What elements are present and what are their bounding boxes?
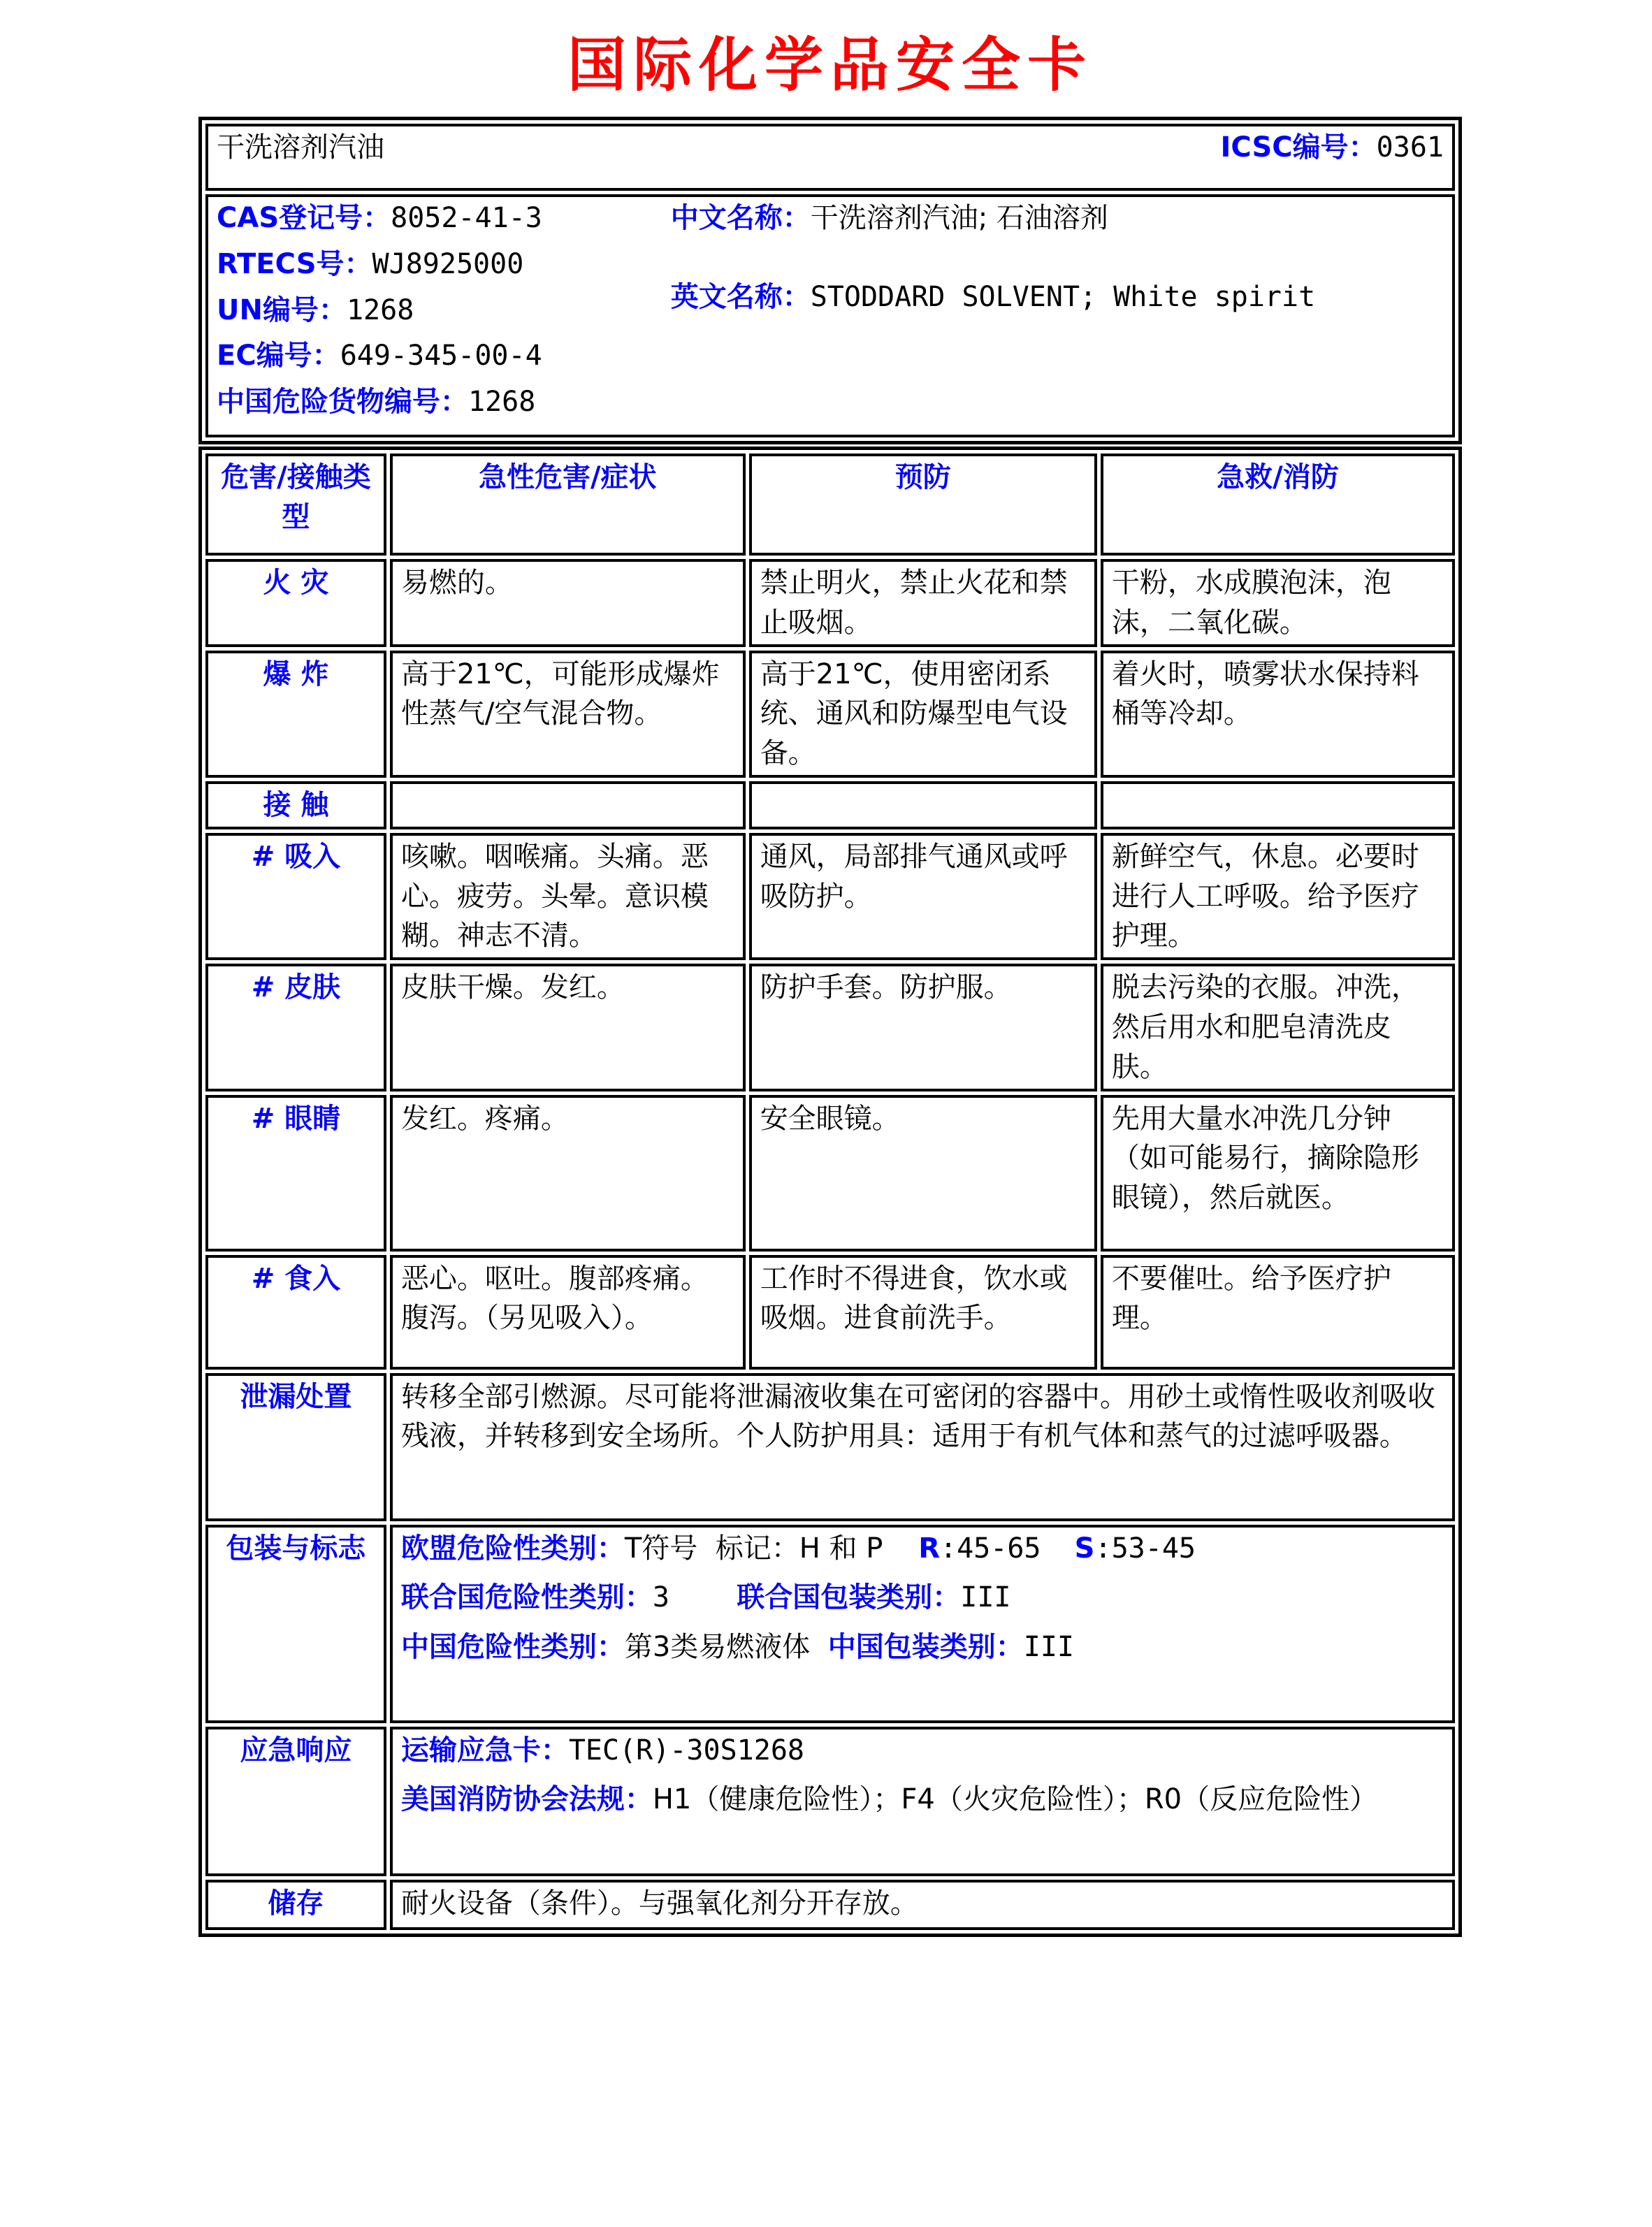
substance-header-row (205, 124, 1455, 191)
row-label-storage: 储存 (205, 1880, 386, 1930)
eyes-cell-0: 发红。疼痛。 (390, 1095, 746, 1252)
col-header-3: 急救/消防 (1101, 454, 1455, 556)
spillage-disposal-line-0: 转移全部引燃源。尽可能将泄漏液收集在可密闭的容器中。用砂土或惰性吸收剂吸收残液，并转移到安全场所。个人防护用具：适用于有机气体和蒸气的过滤呼吸器。 (400, 1380, 1435, 1453)
hazard-header-row (205, 454, 1455, 556)
hazard-row-inhalation (205, 833, 1455, 960)
skin-cell-0: 皮肤干燥。发红。 (390, 964, 746, 1091)
registry-line-4-label: 中国危险货物编号： (217, 386, 468, 419)
registry-line-2-label: UN编号： (217, 293, 347, 326)
explosion-cell-1: 高于21℃，使用密闭系统、通风和防爆型电气设备。 (749, 651, 1097, 778)
fire-cell-2: 干粉，水成膜泡沫，泡沫，二氧化碳。 (1101, 559, 1455, 647)
hazard-row-explosion (205, 651, 1455, 778)
registry-line-1-value: WJ8925000 (372, 247, 524, 280)
fire-cell-0: 易燃的。 (390, 559, 746, 647)
identifiers-cell (205, 194, 1455, 437)
emergency-response-content (390, 1727, 1455, 1876)
col-header-1: 急性危害/症状 (390, 454, 746, 556)
row-label-skin: # 皮肤 (205, 964, 386, 1091)
row-label-exposure: 接 触 (205, 781, 386, 829)
registry-line-4 (217, 382, 671, 422)
eyes-cell-2: 先用大量水冲洗几分钟（如可能易行，摘除隐形眼镜），然后就医。 (1101, 1095, 1455, 1252)
chemical-name-line-1-value: STODDARD SOLVENT; White spirit (810, 280, 1316, 313)
storage-line-0: 耐火设备（条件）。与强氧化剂分开存放。 (400, 1887, 918, 1920)
icsc-number-label: ICSC编号： (1220, 131, 1377, 164)
packaging-labelling-line-0: 欧盟危险性类别：T符号 标记：H 和 P R:45-65 S:53-45 (400, 1532, 1196, 1565)
exposure-cell-1 (749, 781, 1097, 829)
storage-content (390, 1880, 1455, 1930)
registry-line-1-label: RTECS号： (217, 247, 372, 280)
hazard-row-eyes (205, 1095, 1455, 1252)
registry-line-0-label: CAS登记号： (217, 202, 391, 234)
registry-line-2 (217, 291, 671, 331)
registry-line-0 (217, 198, 671, 238)
col-header-2: 预防 (749, 454, 1097, 556)
col-header-0: 危害/接触类型 (205, 454, 386, 556)
registry-line-3-label: EC编号： (217, 340, 340, 372)
substance-header-cell (205, 124, 1455, 191)
chemical-name-line-0-label: 中文名称： (670, 202, 811, 234)
row-label-inhalation: # 吸入 (205, 833, 386, 960)
row-label-explosion: 爆 炸 (205, 651, 386, 778)
ingestion-cell-1: 工作时不得进食，饮水或吸烟。进食前洗手。 (749, 1255, 1097, 1370)
registry-line-0-value: 8052-41-3 (391, 202, 542, 234)
registry-numbers (217, 198, 671, 428)
hazard-row-skin (205, 964, 1455, 1091)
ingestion-cell-0: 恶心。呕吐。腹部疼痛。腹泻。（另见吸入）。 (390, 1255, 746, 1370)
inhalation-cell-2: 新鲜空气，休息。必要时进行人工呼吸。给予医疗护理。 (1101, 833, 1455, 960)
row-label-fire: 火 灾 (205, 559, 386, 647)
registry-line-3 (217, 336, 671, 376)
row-label-eyes: # 眼睛 (205, 1095, 386, 1252)
substance-name: 干洗溶剂汽油 (217, 131, 384, 164)
packaging-labelling-line-1: 联合国危险性类别：3 联合国包装类别：III (400, 1581, 1011, 1614)
hazard-row-packaging-labelling (205, 1525, 1455, 1723)
row-label-spillage-disposal: 泄漏处置 (205, 1373, 386, 1521)
packaging-labelling-line-2: 中国危险性类别：第3类易燃液体 中国包装类别：III (400, 1631, 1074, 1664)
emergency-response-line-0: 运输应急卡：TEC(R)-30S1268 (400, 1734, 804, 1767)
inhalation-cell-0: 咳嗽。咽喉痛。头痛。恶心。疲劳。头晕。意识模糊。神志不清。 (390, 833, 746, 960)
skin-cell-2: 脱去污染的衣服。冲洗，然后用水和肥皂清洗皮肤。 (1101, 964, 1455, 1091)
fire-cell-1: 禁止明火，禁止火花和禁止吸烟。 (749, 559, 1097, 647)
chemical-name-line-1-label: 英文名称： (670, 280, 811, 313)
exposure-cell-0 (390, 781, 746, 829)
registry-line-3-value: 649-345-00-4 (340, 340, 542, 372)
hazard-row-ingestion (205, 1255, 1455, 1370)
chemical-names (671, 198, 1444, 428)
chemical-name-line-0-value: 干洗溶剂汽油; 石油溶剂 (810, 202, 1108, 234)
eyes-cell-1: 安全眼镜。 (749, 1095, 1097, 1252)
chemical-name-line-1 (671, 277, 1444, 317)
icsc-number (1221, 128, 1444, 168)
exposure-cell-2 (1101, 781, 1455, 829)
icsc-number-value: 0361 (1376, 131, 1444, 164)
identifiers-row (205, 194, 1455, 437)
packaging-labelling-content (390, 1525, 1455, 1723)
row-label-ingestion: # 食入 (205, 1255, 386, 1370)
row-label-emergency-response: 应急响应 (205, 1727, 386, 1876)
hazard-row-storage (205, 1880, 1455, 1930)
skin-cell-1: 防护手套。防护服。 (749, 964, 1097, 1091)
explosion-cell-0: 高于21℃，可能形成爆炸性蒸气/空气混合物。 (390, 651, 746, 778)
registry-line-4-value: 1268 (468, 386, 536, 419)
hazard-row-spillage-disposal (205, 1373, 1455, 1521)
registry-line-1 (217, 245, 671, 284)
ingestion-cell-2: 不要催吐。给予医疗护理。 (1101, 1255, 1455, 1370)
emergency-response-line-1: 美国消防协会法规：H1（健康危险性）；F4（火灾危险性）；R0（反应危险性） (400, 1783, 1378, 1816)
inhalation-cell-1: 通风，局部排气通风或呼吸防护。 (749, 833, 1097, 960)
hazard-table (198, 447, 1462, 1937)
identification-table (198, 117, 1462, 444)
chemical-name-line-0 (671, 198, 1444, 238)
row-label-packaging-labelling: 包装与标志 (205, 1525, 386, 1723)
hazard-row-exposure (205, 781, 1455, 829)
page-title: 国际化学品安全卡 (567, 31, 1093, 99)
spillage-disposal-content (390, 1373, 1455, 1521)
hazard-row-emergency-response (205, 1727, 1455, 1876)
hazard-row-fire (205, 559, 1455, 647)
registry-line-2-value: 1268 (346, 293, 414, 326)
explosion-cell-2: 着火时，喷雾状水保持料桶等冷却。 (1101, 651, 1455, 778)
